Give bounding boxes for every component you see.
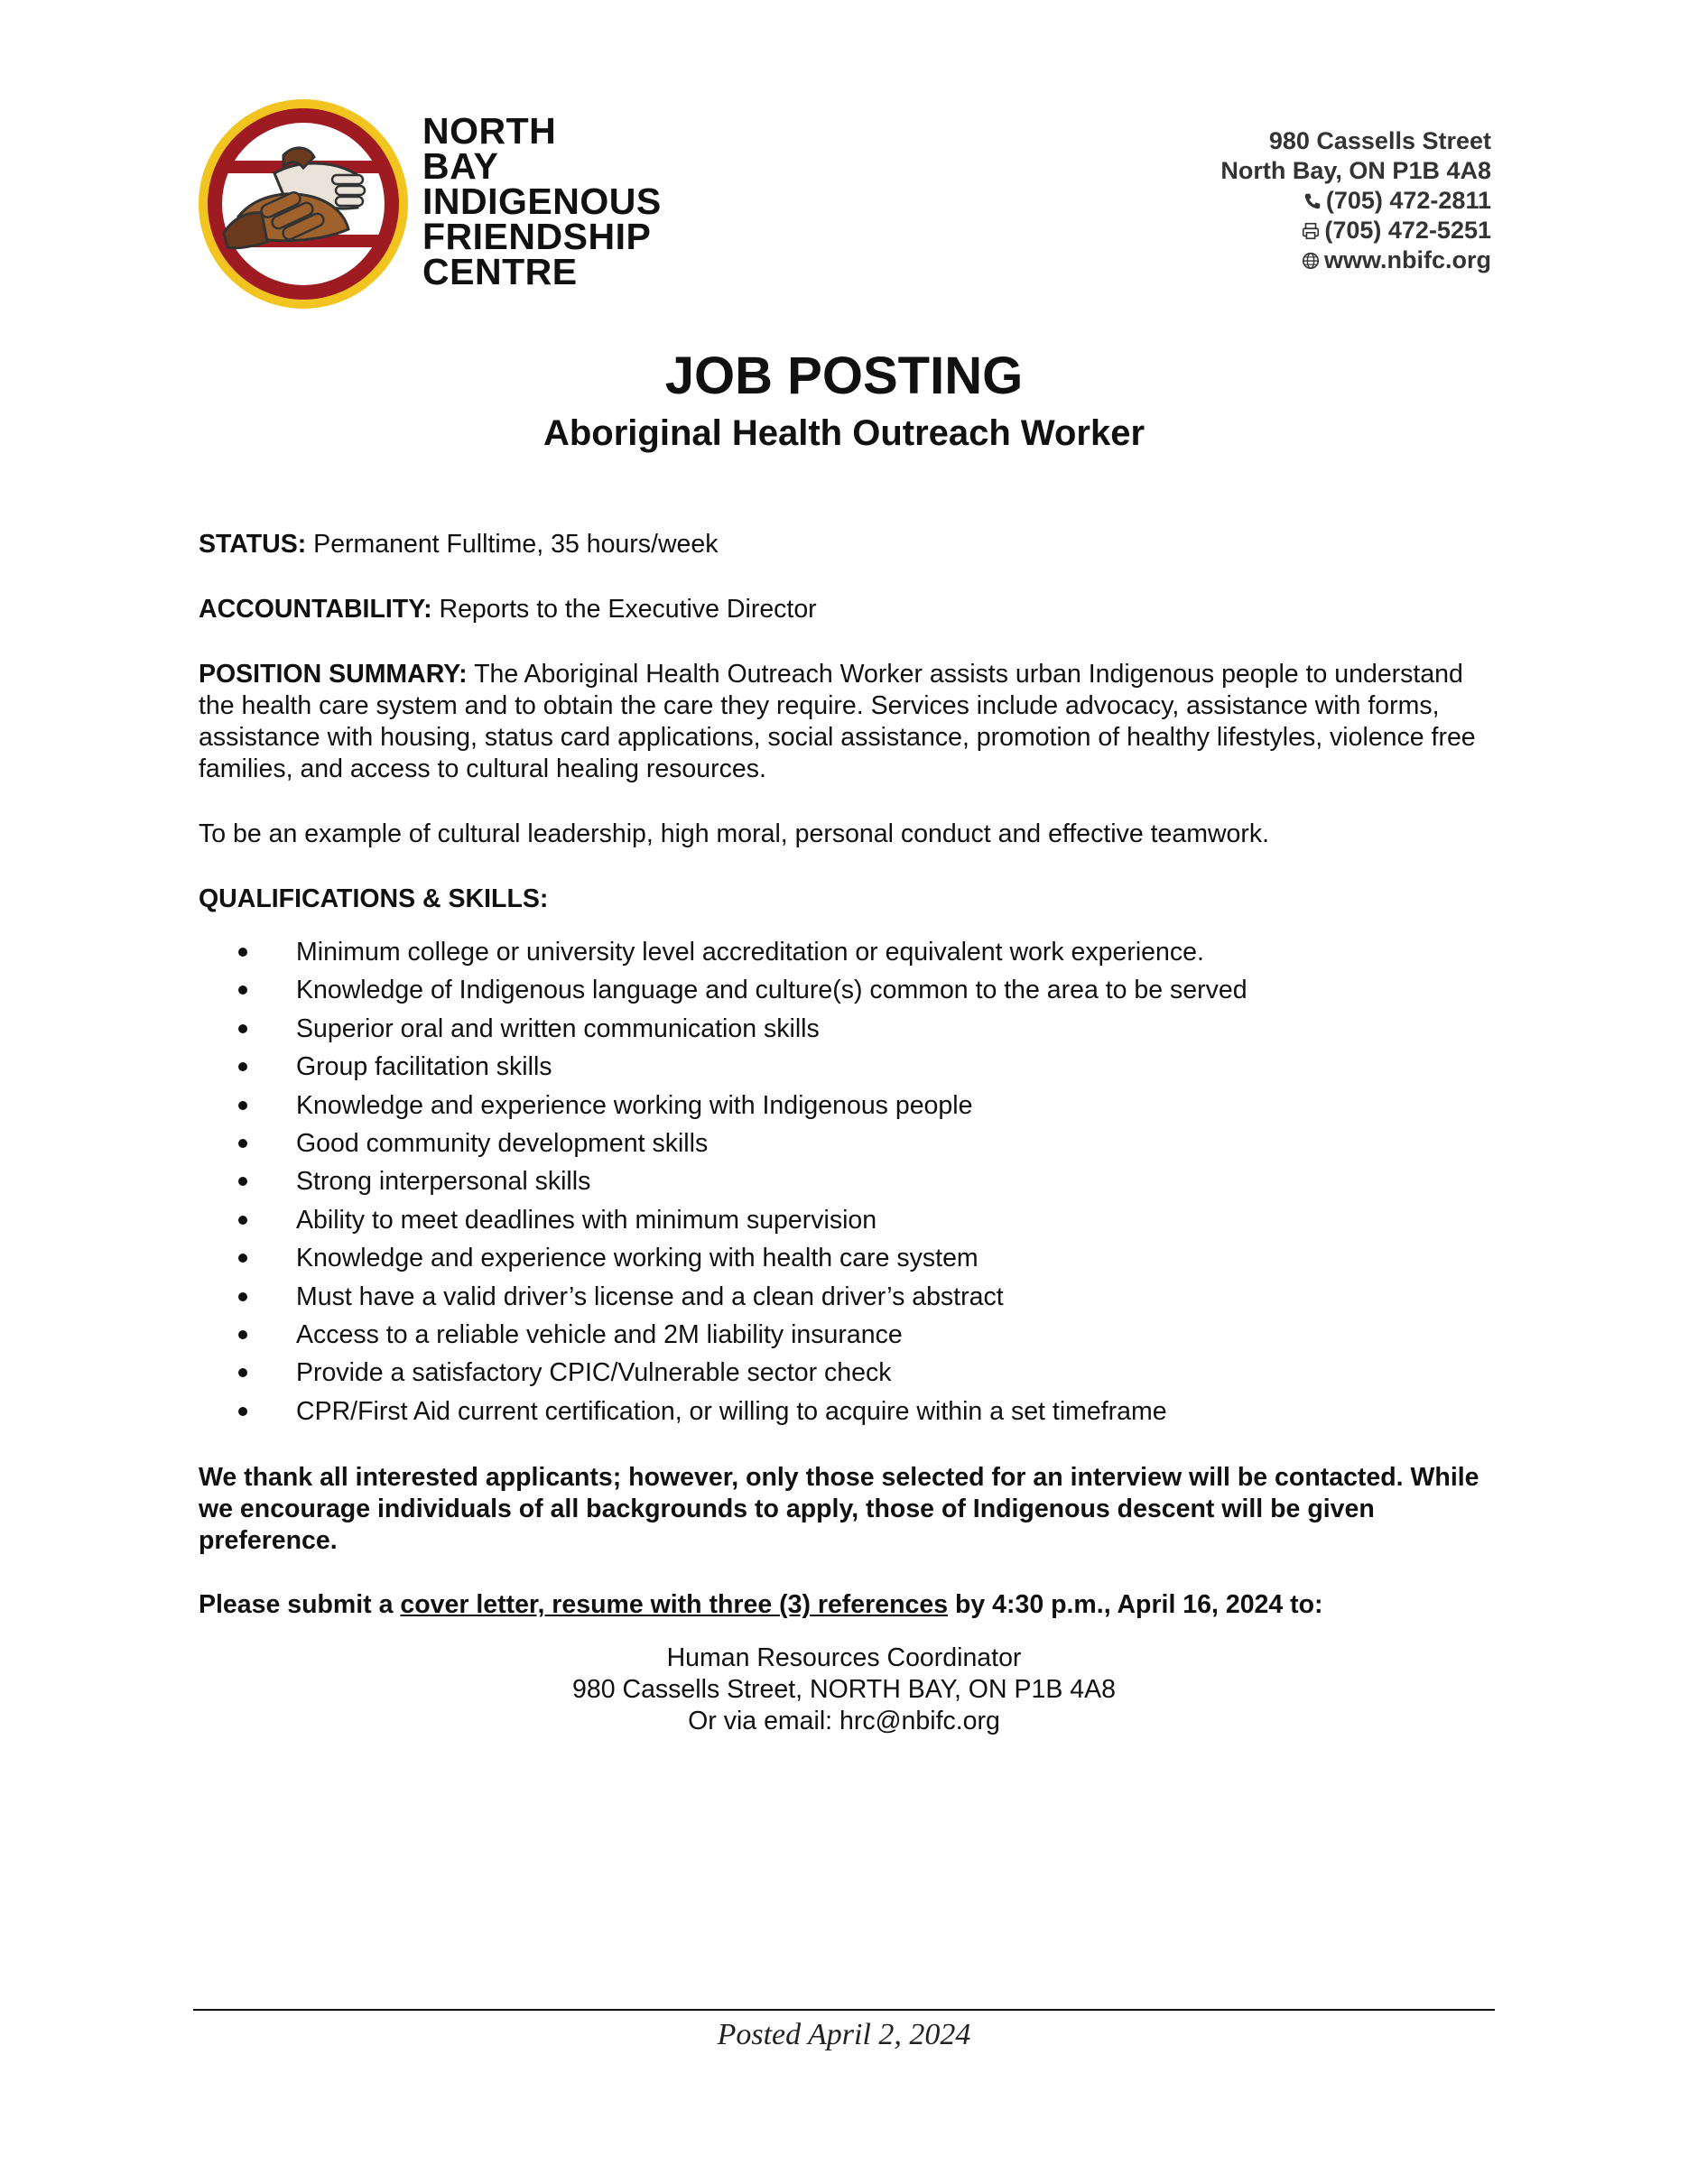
list-item [199,1201,1489,1239]
posted-date: Posted April 2, 2024 [717,2018,971,2051]
status-value: Permanent Fulltime, 35 hours/week [306,530,719,559]
contact-street: 980 Cassells Street [1268,127,1491,154]
org-name-line: CENTRE [422,251,578,292]
address-email[interactable]: Or via email: hrc@nbifc.org [688,1707,1000,1736]
job-title: Aboriginal Health Outreach Worker [543,413,1145,453]
bullet-icon [238,1216,247,1225]
status-label: STATUS: [199,530,307,559]
org-name-line: NORTH [422,110,557,152]
contact-website-link[interactable]: www.nbifc.org [1324,246,1491,273]
qualification-text: Strong interpersonal skills [296,1167,591,1197]
contact-fax-row [1220,216,1491,245]
qualification-text: Knowledge and experience working with Indigenous people [296,1090,973,1120]
organization-logo [197,97,684,314]
qualification-text: Knowledge of Indigenous language and culture(s) common to the area to be served [296,976,1247,1005]
bullet-icon [238,1177,247,1186]
qualification-text: Superior oral and written communication skills [296,1013,820,1043]
contact-block [1220,126,1491,275]
posting-body [199,529,1489,1737]
address-recipient: Human Resources Coordinator [666,1643,1022,1673]
bullet-icon [238,1139,247,1148]
list-item [199,1354,1489,1392]
qualifications-heading: QUALIFICATIONS & SKILLS: [199,884,549,913]
submit-suffix: by 4:30 p.m., April 16, 2024 to: [948,1590,1323,1620]
bullet-icon [238,1101,247,1110]
page-title: JOB POSTING [664,347,1024,405]
submit-address [199,1643,1489,1737]
qualification-text: Provide a satisfactory CPIC/Vulnerable sector check [296,1358,892,1388]
example-paragraph: To be an example of cultural leadership, high moral, personal conduct and effective teamwork. [199,819,1270,848]
org-name-line: BAY [422,145,499,187]
org-name-line: INDIGENOUS [422,180,662,222]
submit-paragraph [199,1589,1489,1621]
phone-icon [1303,191,1322,211]
bullet-icon [238,1368,247,1377]
thanks-paragraph: We thank all interested applicants; however, only those selected for an interview will be contacted. While we encourage individuals of all backgrounds to apply, those of Indigenous descent will be given preference. [199,1463,1479,1556]
contact-city: North Bay, ON P1B 4A8 [1220,157,1491,184]
bullet-icon [238,1024,247,1033]
submit-documents: cover letter, resume with three (3) references [400,1590,949,1620]
organization-name [422,110,662,292]
address-street: 980 Cassells Street, NORTH BAY, ON P1B 4A8 [572,1675,1116,1705]
submit-prefix: Please submit a [199,1590,401,1620]
list-item [199,1124,1489,1162]
qualification-text: Access to a reliable vehicle and 2M liability insurance [296,1320,903,1350]
position-summary-value: The Aboriginal Health Outreach Worker assists urban Indigenous people to understand the health care system and to obtain the care they require. Services include advocacy, assistance with forms, assistance with housing, status card applications, social assistance, promotion of healthy lifestyles, violence free families, and access to cultural healing resources. [199,660,1476,783]
list-item [199,1393,1489,1430]
qualifications-list [199,933,1489,1430]
qualification-text: Group facilitation skills [296,1052,552,1082]
accountability-value: Reports to the Executive Director [431,595,817,624]
bullet-icon [238,1407,247,1416]
qualification-text: Knowledge and experience working with health care system [296,1244,978,1273]
qualification-text: Must have a valid driver’s license and a clean driver’s abstract [296,1282,1004,1311]
bullet-icon [238,1062,247,1071]
list-item [199,933,1489,971]
qualification-text: Good community development skills [296,1129,709,1159]
list-item [199,1316,1489,1354]
list-item [199,971,1489,1009]
contact-phone: (705) 472-2811 [1325,187,1491,214]
position-summary-label: POSITION SUMMARY: [199,660,468,689]
list-item [199,1239,1489,1277]
qualification-text: Minimum college or university level accreditation or equivalent work experience. [296,938,1204,967]
status-paragraph [199,529,1489,560]
contact-fax: (705) 472-5251 [1324,217,1491,244]
fax-icon [1301,221,1321,241]
globe-icon [1301,251,1321,271]
qualification-text: CPR/First Aid current certification, or willing to acquire within a set timeframe [296,1396,1167,1426]
accountability-paragraph [199,594,1489,625]
bullet-icon [238,1254,247,1263]
list-item [199,1278,1489,1316]
accountability-label: ACCOUNTABILITY: [199,595,432,624]
list-item [199,1087,1489,1124]
bullet-icon [238,948,247,957]
bullet-icon [238,1330,247,1339]
list-item [199,1162,1489,1200]
qualification-text: Ability to meet deadlines with minimum supervision [296,1205,877,1235]
friendship-hands-icon [197,97,410,310]
bullet-icon [238,1292,247,1301]
footer-divider [193,2009,1495,2011]
contact-website-row [1220,245,1491,275]
position-summary-paragraph [199,659,1489,785]
list-item [199,1010,1489,1048]
contact-phone-row [1220,186,1491,216]
list-item [199,1048,1489,1086]
org-name-line: FRIENDSHIP [422,216,652,257]
bullet-icon [238,986,247,995]
